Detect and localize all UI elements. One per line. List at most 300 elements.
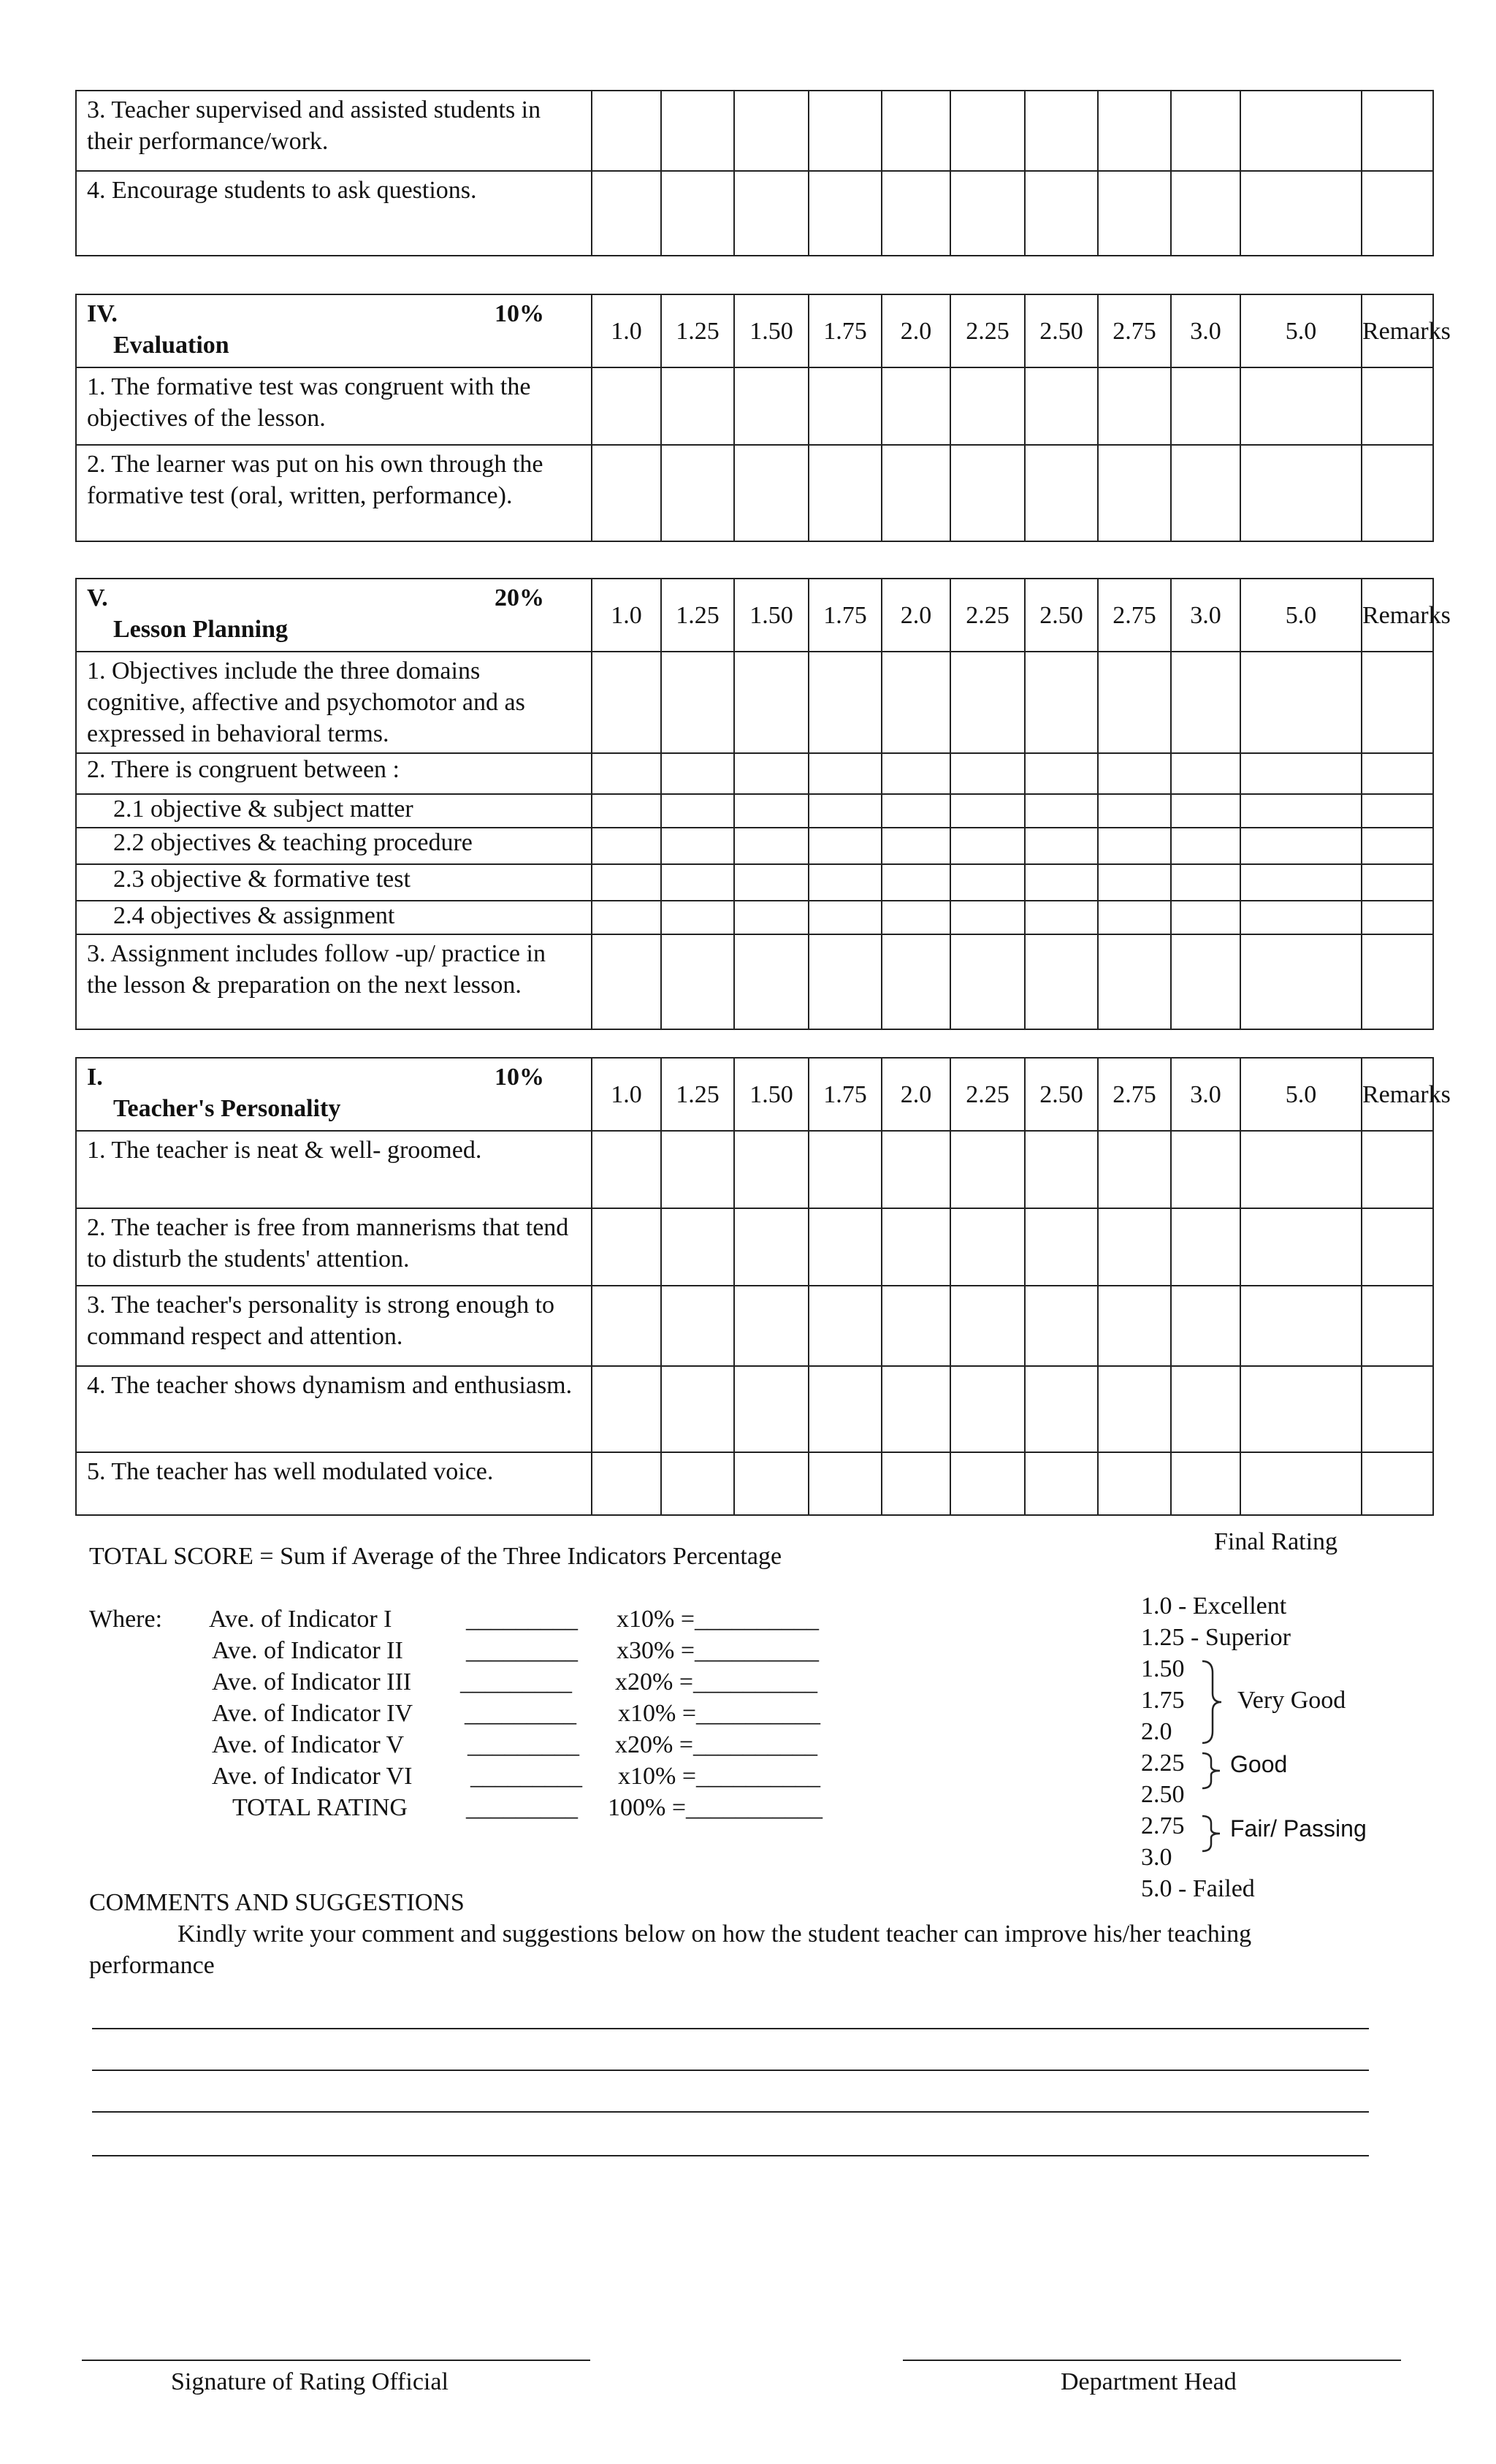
section-header-row	[76, 579, 1433, 652]
score-cell[interactable]	[1240, 1366, 1362, 1452]
score-column-header: 2.25	[950, 294, 1025, 367]
indicator-weighted-blank[interactable]: x10% =__________	[618, 1763, 820, 1790]
criterion-row	[76, 171, 1433, 256]
score-cell[interactable]	[809, 652, 882, 753]
score-column-header: 2.25	[950, 1058, 1025, 1131]
score-cell[interactable]	[1098, 445, 1171, 541]
section-number: V.	[87, 584, 108, 611]
score-cell[interactable]	[1025, 1366, 1098, 1452]
score-cell[interactable]	[1025, 934, 1098, 1029]
score-cell[interactable]	[592, 171, 661, 256]
department-head-signature-line[interactable]	[903, 2360, 1401, 2361]
remarks-cell[interactable]	[1362, 652, 1433, 753]
score-cell[interactable]	[1025, 1286, 1098, 1366]
fair-passing-brace-icon	[1198, 1813, 1227, 1854]
score-cell[interactable]	[809, 171, 882, 256]
score-cell[interactable]	[882, 753, 950, 794]
criterion-text: 2. The teacher is free from mannerisms that tend to disturb the students' attention.	[76, 1208, 592, 1286]
criterion-text: 3. Assignment includes follow -up/ practice in the lesson & preparation on the next lesson.	[76, 934, 592, 1029]
section-header-row	[76, 294, 1433, 367]
score-column-header: 5.0	[1240, 579, 1362, 652]
score-column-header: 3.0	[1171, 1058, 1240, 1131]
score-cell[interactable]	[950, 753, 1025, 794]
score-cell[interactable]	[734, 91, 809, 171]
score-cell[interactable]	[809, 794, 882, 828]
rating-250: 2.50	[1141, 1781, 1185, 1808]
score-cell[interactable]	[809, 91, 882, 171]
score-cell[interactable]	[1098, 652, 1171, 753]
score-column-header: 2.75	[1098, 294, 1171, 367]
section-weight: 10%	[495, 1064, 544, 1091]
score-cell[interactable]	[1025, 753, 1098, 794]
remarks-column-header: Remarks	[1362, 294, 1433, 367]
rating-20: 2.0	[1141, 1718, 1172, 1745]
score-cell[interactable]	[1240, 794, 1362, 828]
score-cell[interactable]	[882, 934, 950, 1029]
score-cell[interactable]	[1098, 753, 1171, 794]
comments-instruction: Kindly write your comment and suggestions below on how the student teacher can improve his/her teaching	[178, 1921, 1252, 1948]
score-cell[interactable]	[1240, 1208, 1362, 1286]
score-column-header: 1.50	[734, 294, 809, 367]
score-cell[interactable]	[661, 1366, 734, 1452]
remarks-cell[interactable]	[1362, 753, 1433, 794]
criterion-text: 2.4 objectives & assignment	[76, 901, 592, 934]
score-cell[interactable]	[661, 828, 734, 864]
score-cell[interactable]	[1025, 1208, 1098, 1286]
score-cell[interactable]	[809, 445, 882, 541]
section-number: I.	[87, 1064, 103, 1091]
criterion-text: 3. The teacher's personality is strong enough to command respect and attention.	[76, 1286, 592, 1366]
department-head-signature-label: Department Head	[1061, 2368, 1237, 2395]
score-cell[interactable]	[1098, 1208, 1171, 1286]
score-cell[interactable]	[734, 1208, 809, 1286]
score-cell[interactable]	[882, 1366, 950, 1452]
score-cell[interactable]	[1171, 652, 1240, 753]
rating-good-label: Good	[1230, 1751, 1288, 1777]
score-cell[interactable]	[1240, 652, 1362, 753]
section-title: Lesson Planning	[113, 616, 289, 643]
score-cell[interactable]	[809, 1208, 882, 1286]
total-score-heading: TOTAL SCORE = Sum if Average of the Three Indicators Percentage	[89, 1543, 782, 1570]
score-cell[interactable]	[1240, 934, 1362, 1029]
score-cell[interactable]	[592, 445, 661, 541]
criterion-row	[76, 934, 1433, 1029]
criterion-row	[76, 1366, 1433, 1452]
score-cell[interactable]	[1171, 901, 1240, 934]
score-column-header: 2.50	[1025, 579, 1098, 652]
score-cell[interactable]	[592, 828, 661, 864]
score-cell[interactable]	[1025, 794, 1098, 828]
teachers-personality-table	[75, 1057, 1451, 1516]
rating-very-good-label: Very Good	[1237, 1687, 1346, 1714]
score-cell[interactable]	[661, 864, 734, 901]
remarks-cell[interactable]	[1362, 828, 1433, 864]
score-cell[interactable]	[1171, 1452, 1240, 1515]
score-cell[interactable]	[661, 171, 734, 256]
score-cell[interactable]	[950, 1286, 1025, 1366]
criterion-text: 4. Encourage students to ask questions.	[76, 171, 592, 256]
score-cell[interactable]	[1098, 1452, 1171, 1515]
score-cell[interactable]	[592, 864, 661, 901]
score-cell[interactable]	[1025, 652, 1098, 753]
score-cell[interactable]	[1098, 1286, 1171, 1366]
score-column-header: 2.50	[1025, 1058, 1098, 1131]
score-cell[interactable]	[734, 1452, 809, 1515]
indicator-weighted-blank[interactable]: x20% =__________	[615, 1668, 817, 1696]
criterion-row	[76, 1131, 1433, 1208]
score-cell[interactable]	[592, 794, 661, 828]
score-cell[interactable]	[734, 367, 809, 445]
score-column-header: 1.0	[592, 294, 661, 367]
score-cell[interactable]	[1025, 1452, 1098, 1515]
score-cell[interactable]	[809, 1366, 882, 1452]
score-cell[interactable]	[1098, 171, 1171, 256]
score-column-header: 2.25	[950, 579, 1025, 652]
indicator-label: Ave. of Indicator I	[209, 1606, 392, 1633]
comments-instruction-cont: performance	[89, 1952, 215, 1979]
section-header	[76, 1058, 592, 1131]
criterion-text: 3. Teacher supervised and assisted students in their performance/work.	[76, 91, 592, 171]
indicator-average-blank[interactable]: _________	[466, 1794, 578, 1821]
criterion-row	[76, 864, 1433, 901]
score-cell[interactable]	[592, 1286, 661, 1366]
criterion-text: 2. The learner was put on his own through the formative test (oral, written, performance).	[76, 445, 592, 541]
score-cell[interactable]	[1098, 901, 1171, 934]
score-cell[interactable]	[1098, 828, 1171, 864]
score-column-header: 1.50	[734, 579, 809, 652]
where-label: Where:	[89, 1606, 163, 1633]
score-cell[interactable]	[809, 864, 882, 901]
score-cell[interactable]	[1098, 1366, 1171, 1452]
score-cell[interactable]	[1025, 445, 1098, 541]
score-cell[interactable]	[734, 1131, 809, 1208]
score-column-header: 1.25	[661, 579, 734, 652]
remarks-column-header: Remarks	[1362, 1058, 1433, 1131]
criterion-row	[76, 794, 1433, 828]
score-cell[interactable]	[734, 1286, 809, 1366]
score-cell[interactable]	[734, 934, 809, 1029]
final-rating-title: Final Rating	[1214, 1528, 1338, 1555]
indicator-label: Ave. of Indicator III	[212, 1668, 412, 1696]
score-cell[interactable]	[1240, 864, 1362, 901]
score-cell[interactable]	[950, 828, 1025, 864]
score-cell[interactable]	[809, 1452, 882, 1515]
section-header	[76, 579, 592, 652]
indicator-label: TOTAL RATING	[232, 1794, 408, 1821]
score-cell[interactable]	[809, 934, 882, 1029]
score-cell[interactable]	[661, 794, 734, 828]
score-cell[interactable]	[1240, 445, 1362, 541]
criterion-row	[76, 1208, 1433, 1286]
comment-line[interactable]	[92, 2028, 1369, 2029]
score-cell[interactable]	[809, 828, 882, 864]
score-cell[interactable]	[809, 901, 882, 934]
score-cell[interactable]	[1098, 794, 1171, 828]
rating-official-signature-label: Signature of Rating Official	[171, 2368, 449, 2395]
score-cell[interactable]	[1025, 864, 1098, 901]
score-cell[interactable]	[809, 753, 882, 794]
score-cell[interactable]	[1171, 1131, 1240, 1208]
score-cell[interactable]	[950, 934, 1025, 1029]
score-cell[interactable]	[882, 864, 950, 901]
rating-excellent: 1.0 - Excellent	[1141, 1593, 1287, 1620]
rating-fair-label: Fair/ Passing	[1230, 1815, 1367, 1842]
indicator-average-blank[interactable]: _________	[465, 1700, 576, 1727]
criterion-row	[76, 652, 1433, 753]
criterion-text: 2.2 objectives & teaching procedure	[76, 828, 592, 864]
comment-line[interactable]	[92, 2070, 1369, 2071]
remarks-cell[interactable]	[1362, 1208, 1433, 1286]
score-cell[interactable]	[950, 1366, 1025, 1452]
remarks-cell[interactable]	[1362, 1366, 1433, 1452]
score-column-header: 3.0	[1171, 294, 1240, 367]
score-cell[interactable]	[661, 934, 734, 1029]
score-column-header: 2.0	[882, 294, 950, 367]
score-cell[interactable]	[882, 367, 950, 445]
score-cell[interactable]	[661, 901, 734, 934]
score-cell[interactable]	[592, 1366, 661, 1452]
score-cell[interactable]	[734, 171, 809, 256]
score-cell[interactable]	[661, 1208, 734, 1286]
section-header-row	[76, 1058, 1433, 1131]
section-title: Teacher's Personality	[113, 1095, 341, 1122]
criterion-text: 1. The formative test was congruent with the objectives of the lesson.	[76, 367, 592, 445]
score-cell[interactable]	[661, 1131, 734, 1208]
score-cell[interactable]	[882, 794, 950, 828]
score-cell[interactable]	[592, 753, 661, 794]
score-column-header: 1.75	[809, 579, 882, 652]
indicator-weighted-blank[interactable]: x30% =__________	[617, 1637, 819, 1664]
score-cell[interactable]	[882, 901, 950, 934]
score-cell[interactable]	[882, 1286, 950, 1366]
rating-175: 1.75	[1141, 1687, 1185, 1714]
score-cell[interactable]	[809, 1131, 882, 1208]
score-cell[interactable]	[1098, 1131, 1171, 1208]
score-cell[interactable]	[1098, 91, 1171, 171]
comments-heading: COMMENTS AND SUGGESTIONS	[89, 1889, 465, 1916]
good-brace-icon	[1198, 1750, 1227, 1791]
indicator-average-blank[interactable]: _________	[460, 1668, 572, 1696]
score-cell[interactable]	[882, 652, 950, 753]
score-cell[interactable]	[1171, 1208, 1240, 1286]
indicator-average-blank[interactable]: _________	[466, 1606, 578, 1633]
section-weight: 10%	[495, 300, 544, 327]
remarks-cell[interactable]	[1362, 91, 1433, 171]
indicator-iii-continuation-table	[75, 90, 1434, 256]
score-cell[interactable]	[809, 1286, 882, 1366]
score-cell[interactable]	[734, 828, 809, 864]
score-column-header: 1.25	[661, 294, 734, 367]
criterion-text: 1. The teacher is neat & well- groomed.	[76, 1131, 592, 1208]
score-cell[interactable]	[734, 652, 809, 753]
score-cell[interactable]	[1098, 367, 1171, 445]
score-column-header: 2.0	[882, 579, 950, 652]
remarks-cell[interactable]	[1362, 1286, 1433, 1366]
indicator-average-blank[interactable]: _________	[468, 1731, 579, 1758]
score-cell[interactable]	[734, 1366, 809, 1452]
score-cell[interactable]	[882, 1452, 950, 1515]
score-cell[interactable]	[1025, 1131, 1098, 1208]
score-cell[interactable]	[950, 652, 1025, 753]
evaluation-table	[75, 294, 1451, 542]
score-cell[interactable]	[882, 91, 950, 171]
score-cell[interactable]	[661, 445, 734, 541]
score-cell[interactable]	[592, 1452, 661, 1515]
score-cell[interactable]	[1240, 367, 1362, 445]
score-cell[interactable]	[1240, 753, 1362, 794]
score-cell[interactable]	[950, 367, 1025, 445]
criterion-row	[76, 445, 1433, 541]
score-cell[interactable]	[1240, 171, 1362, 256]
indicator-weighted-blank[interactable]: x10% =__________	[617, 1606, 819, 1633]
score-cell[interactable]	[950, 171, 1025, 256]
indicator-label: Ave. of Indicator VI	[212, 1763, 413, 1790]
score-column-header: 1.0	[592, 579, 661, 652]
score-cell[interactable]	[592, 1208, 661, 1286]
score-cell[interactable]	[1098, 934, 1171, 1029]
criterion-row	[76, 1452, 1433, 1515]
score-cell[interactable]	[734, 445, 809, 541]
score-cell[interactable]	[1025, 91, 1098, 171]
criterion-row	[76, 1286, 1433, 1366]
score-cell[interactable]	[1240, 1131, 1362, 1208]
score-column-header: 2.50	[1025, 294, 1098, 367]
criterion-text: 2.3 objective & formative test	[76, 864, 592, 901]
section-title: Evaluation	[113, 332, 229, 359]
comment-line[interactable]	[92, 2111, 1369, 2113]
score-cell[interactable]	[1171, 794, 1240, 828]
score-cell[interactable]	[1171, 934, 1240, 1029]
score-cell[interactable]	[1171, 1366, 1240, 1452]
score-cell[interactable]	[1025, 828, 1098, 864]
score-column-header: 5.0	[1240, 1058, 1362, 1131]
score-cell[interactable]	[882, 1208, 950, 1286]
score-cell[interactable]	[809, 367, 882, 445]
score-cell[interactable]	[882, 1131, 950, 1208]
indicator-label: Ave. of Indicator V	[212, 1731, 405, 1758]
score-cell[interactable]	[1240, 1452, 1362, 1515]
remarks-cell[interactable]	[1362, 864, 1433, 901]
indicator-weighted-blank[interactable]: x20% =__________	[615, 1731, 817, 1758]
score-cell[interactable]	[1171, 367, 1240, 445]
score-cell[interactable]	[661, 1286, 734, 1366]
score-cell[interactable]	[734, 753, 809, 794]
score-column-header: 1.75	[809, 294, 882, 367]
very-good-brace-icon	[1198, 1658, 1227, 1746]
score-cell[interactable]	[882, 171, 950, 256]
criterion-row	[76, 91, 1433, 171]
remarks-cell[interactable]	[1362, 794, 1433, 828]
rating-failed: 5.0 - Failed	[1141, 1875, 1255, 1902]
score-cell[interactable]	[661, 753, 734, 794]
remarks-cell[interactable]	[1362, 934, 1433, 1029]
score-cell[interactable]	[950, 1208, 1025, 1286]
score-cell[interactable]	[1171, 445, 1240, 541]
remarks-cell[interactable]	[1362, 901, 1433, 934]
score-cell[interactable]	[1025, 171, 1098, 256]
score-column-header: 5.0	[1240, 294, 1362, 367]
criterion-text: 2.1 objective & subject matter	[76, 794, 592, 828]
score-cell[interactable]	[1171, 171, 1240, 256]
indicator-label: Ave. of Indicator IV	[212, 1700, 413, 1727]
comment-line[interactable]	[92, 2155, 1369, 2156]
score-column-header: 2.75	[1098, 579, 1171, 652]
remarks-cell[interactable]	[1362, 367, 1433, 445]
score-cell[interactable]	[592, 901, 661, 934]
criterion-row	[76, 901, 1433, 934]
score-cell[interactable]	[592, 934, 661, 1029]
indicator-weighted-blank[interactable]: 100% =___________	[608, 1794, 823, 1821]
score-cell[interactable]	[1171, 91, 1240, 171]
remarks-cell[interactable]	[1362, 1131, 1433, 1208]
score-cell[interactable]	[734, 901, 809, 934]
remarks-cell[interactable]	[1362, 445, 1433, 541]
lesson-planning-table	[75, 578, 1451, 1030]
score-cell[interactable]	[661, 367, 734, 445]
score-cell[interactable]	[1240, 91, 1362, 171]
score-cell[interactable]	[661, 1452, 734, 1515]
score-cell[interactable]	[734, 794, 809, 828]
score-cell[interactable]	[1025, 367, 1098, 445]
score-cell[interactable]	[592, 91, 661, 171]
criterion-text: 4. The teacher shows dynamism and enthusiasm.	[76, 1366, 592, 1452]
indicator-average-blank[interactable]: _________	[470, 1763, 582, 1790]
score-cell[interactable]	[1240, 901, 1362, 934]
score-cell[interactable]	[882, 828, 950, 864]
score-cell[interactable]	[950, 1452, 1025, 1515]
section-header	[76, 294, 592, 367]
criterion-row	[76, 367, 1433, 445]
remarks-cell[interactable]	[1362, 1452, 1433, 1515]
score-cell[interactable]	[1240, 1286, 1362, 1366]
score-column-header: 3.0	[1171, 579, 1240, 652]
score-column-header: 1.75	[809, 1058, 882, 1131]
score-cell[interactable]	[950, 864, 1025, 901]
indicator-average-blank[interactable]: _________	[466, 1637, 578, 1664]
rating-225: 2.25	[1141, 1750, 1185, 1777]
rating-official-signature-line[interactable]	[82, 2360, 590, 2361]
score-cell[interactable]	[661, 652, 734, 753]
score-cell[interactable]	[1171, 828, 1240, 864]
section-number: IV.	[87, 300, 118, 327]
score-cell[interactable]	[592, 652, 661, 753]
criterion-text: 1. Objectives include the three domains cognitive, affective and psychomotor and as expressed in behavioral terms.	[76, 652, 592, 753]
score-cell[interactable]	[1098, 864, 1171, 901]
section-weight: 20%	[495, 584, 544, 611]
score-cell[interactable]	[1171, 1286, 1240, 1366]
criterion-text: 2. There is congruent between :	[76, 753, 592, 794]
remarks-cell[interactable]	[1362, 171, 1433, 256]
score-cell[interactable]	[882, 445, 950, 541]
score-cell[interactable]	[1171, 864, 1240, 901]
score-cell[interactable]	[950, 91, 1025, 171]
score-cell[interactable]	[592, 367, 661, 445]
remarks-column-header: Remarks	[1362, 579, 1433, 652]
score-cell[interactable]	[1171, 753, 1240, 794]
score-cell[interactable]	[661, 91, 734, 171]
rating-30: 3.0	[1141, 1844, 1172, 1871]
score-cell[interactable]	[734, 864, 809, 901]
score-cell[interactable]	[950, 445, 1025, 541]
score-cell[interactable]	[1025, 901, 1098, 934]
criterion-row	[76, 753, 1433, 794]
indicator-weighted-blank[interactable]: x10% =__________	[618, 1700, 820, 1727]
score-cell[interactable]	[1240, 828, 1362, 864]
score-cell[interactable]	[950, 794, 1025, 828]
score-cell[interactable]	[950, 901, 1025, 934]
score-cell[interactable]	[950, 1131, 1025, 1208]
score-cell[interactable]	[592, 1131, 661, 1208]
